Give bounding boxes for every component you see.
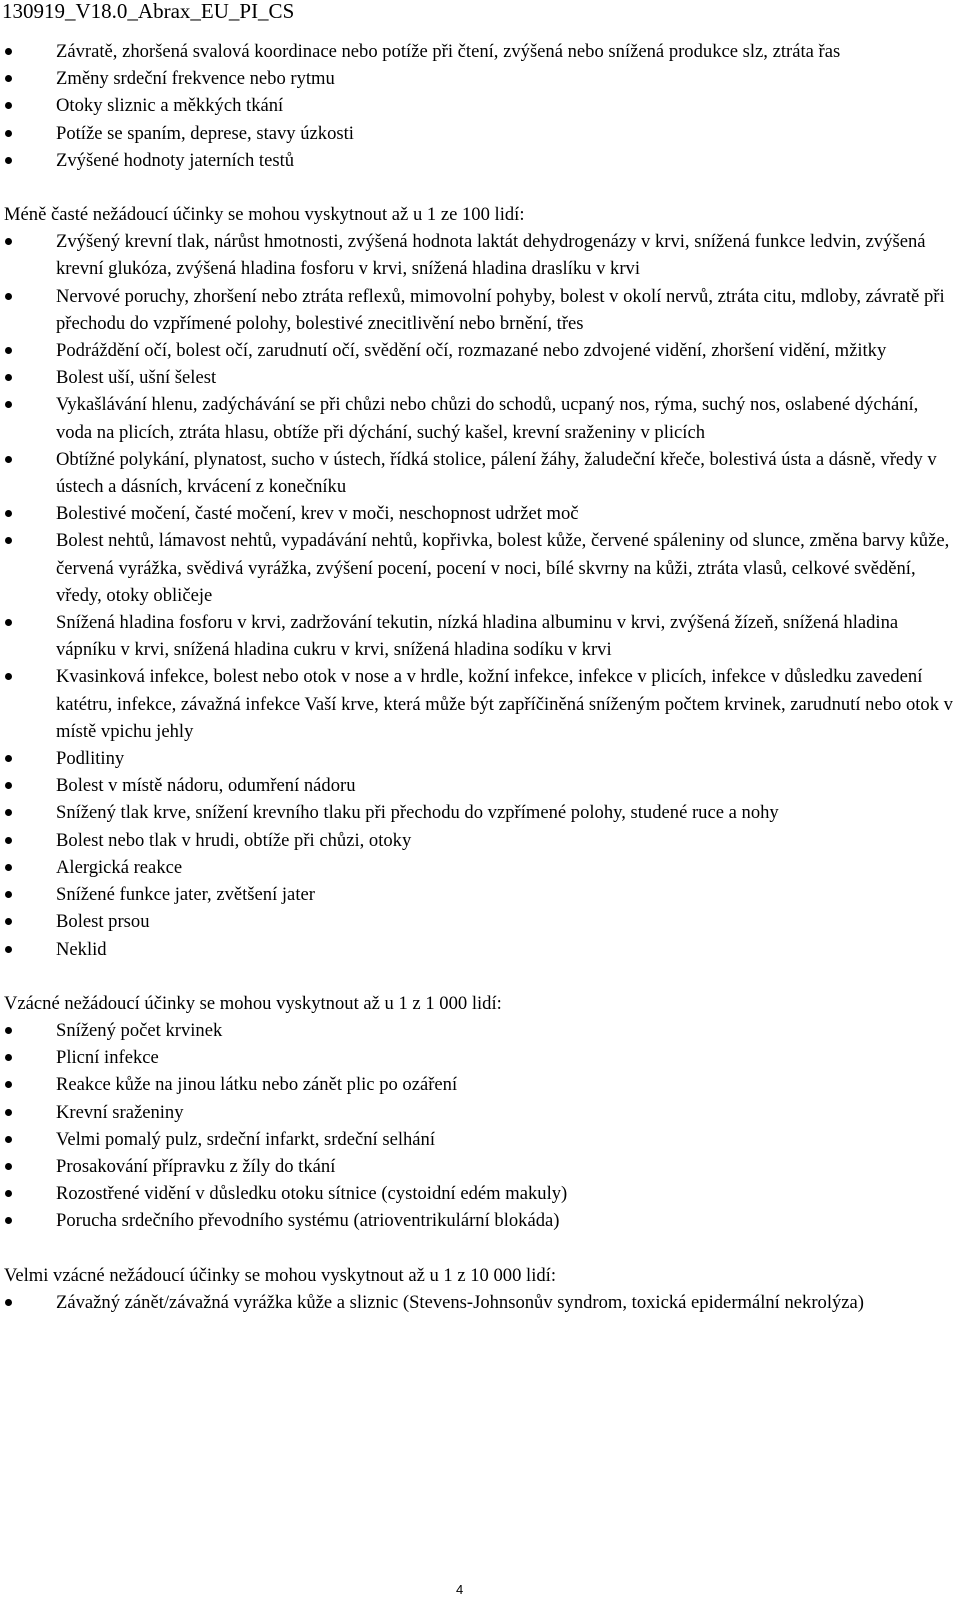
list-item: Vykašlávání hlenu, zadýchávání se při chůzi nebo chůzi do schodů, ucpaný nos, rýma, suchý nos, oslabené dýchání, voda na plicích, ztráta hlasu, obtíže při dýchání, suchý kašel, krevní sraženiny v plicích — [4, 391, 954, 445]
list-item: Bolest uší, ušní šelest — [4, 364, 954, 391]
section-heading-uncommon: Méně časté nežádoucí účinky se mohou vyskytnout až u 1 ze 100 lidí: — [4, 204, 525, 226]
rare-side-effects-list — [4, 1017, 954, 1235]
list-item: Zvýšený krevní tlak, nárůst hmotnosti, zvýšená hodnota laktát dehydrogenázy v krvi, snížená funkce ledvin, zvýšená krevní glukóza, zvýšená hladina fosforu v krvi, snížená hladina draslíku v krvi — [4, 228, 954, 282]
very-rare-side-effects-list — [4, 1289, 954, 1316]
page-number: 4 — [456, 1582, 464, 1597]
section-spacer — [4, 1235, 954, 1262]
section-heading-very-rare: Velmi vzácné nežádoucí účinky se mohou vyskytnout až u 1 z 10 000 lidí: — [4, 1264, 557, 1286]
list-item: Reakce kůže na jinou látku nebo zánět plic po ozáření — [4, 1071, 954, 1098]
list-item: Změny srdeční frekvence nebo rytmu — [4, 65, 954, 92]
document-body — [4, 38, 954, 1316]
document-id-header: 130919_V18.0_Abrax_EU_PI_CS — [2, 0, 295, 23]
list-item: Bolest nehtů, lámavost nehtů, vypadávání nehtů, kopřivka, bolest kůže, červené spáleniny od slunce, změna barvy kůže, červená vyrážka, svědivá vyrážka, zvýšení pocení, pocení v noci, bílé skvrny na kůži, ztráta vlasů, celkové svědění, vředy, otoky obličeje — [4, 527, 954, 609]
list-item: Snížené funkce jater, zvětšení jater — [4, 881, 954, 908]
list-item: Zvýšené hodnoty jaterních testů — [4, 147, 954, 174]
list-item: Bolest nebo tlak v hrudi, obtíže při chůzi, otoky — [4, 827, 954, 854]
list-item: Potíže se spaním, deprese, stavy úzkosti — [4, 120, 954, 147]
list-item: Neklid — [4, 936, 954, 963]
section-spacer — [4, 174, 954, 201]
list-item: Snížený počet krvinek — [4, 1017, 954, 1044]
list-item: Bolest prsou — [4, 908, 954, 935]
list-item: Prosakování přípravku z žíly do tkání — [4, 1153, 954, 1180]
list-item: Plicní infekce — [4, 1044, 954, 1071]
uncommon-side-effects-list — [4, 228, 954, 962]
list-item: Krevní sraženiny — [4, 1099, 954, 1126]
list-item: Snížená hladina fosforu v krvi, zadržování tekutin, nízká hladina albuminu v krvi, zvýšená žízeň, snížená hladina vápníku v krvi, snížená hladina cukru v krvi, snížená hladina sodíku v krvi — [4, 609, 954, 663]
list-item: Rozostřené vidění v důsledku otoku sítnice (cystoidní edém makuly) — [4, 1180, 954, 1207]
list-item: Porucha srdečního převodního systému (atrioventrikulární blokáda) — [4, 1207, 954, 1234]
list-item: Bolest v místě nádoru, odumření nádoru — [4, 772, 954, 799]
list-item: Nervové poruchy, zhoršení nebo ztráta reflexů, mimovolní pohyby, bolest v okolí nervů, ztráta citu, mdloby, závratě při přechodu do vzpřímené polohy, bolestivé znecitlivění nebo brnění, třes — [4, 283, 954, 337]
list-item: Podráždění očí, bolest očí, zarudnutí očí, svědění očí, rozmazané nebo zdvojené vidění, zhoršení vidění, mžitky — [4, 337, 954, 364]
list-item: Bolestivé močení, časté močení, krev v moči, neschopnost udržet moč — [4, 500, 954, 527]
list-item: Alergická reakce — [4, 854, 954, 881]
list-item: Snížený tlak krve, snížení krevního tlaku při přechodu do vzpřímené polohy, studené ruce a nohy — [4, 799, 954, 826]
continued-side-effects-list — [4, 38, 954, 174]
list-item: Podlitiny — [4, 745, 954, 772]
list-item: Kvasinková infekce, bolest nebo otok v nose a v hrdle, kožní infekce, infekce v plicích, infekce v důsledku zavedení katétru, infekce, závažná infekce Vaší krve, která může být zapříčiněná sníženým počtem krvinek, zarudnutí nebo otok v místě vpichu jehly — [4, 663, 954, 745]
list-item: Otoky sliznic a měkkých tkání — [4, 92, 954, 119]
list-item: Závratě, zhoršená svalová koordinace nebo potíže při čtení, zvýšená nebo snížená produkce slz, ztráta řas — [4, 38, 954, 65]
section-spacer — [4, 963, 954, 990]
list-item: Obtížné polykání, plynatost, sucho v ústech, řídká stolice, pálení žáhy, žaludeční křeče, bolestivá ústa a dásně, vředy v ústech a dásních, krvácení z konečníku — [4, 446, 954, 500]
list-item: Velmi pomalý pulz, srdeční infarkt, srdeční selhání — [4, 1126, 954, 1153]
list-item: Závažný zánět/závažná vyrážka kůže a sliznic (Stevens-Johnsonův syndrom, toxická epidermální nekrolýza) — [4, 1289, 954, 1316]
section-heading-rare: Vzácné nežádoucí účinky se mohou vyskytnout až u 1 z 1 000 lidí: — [4, 992, 502, 1014]
